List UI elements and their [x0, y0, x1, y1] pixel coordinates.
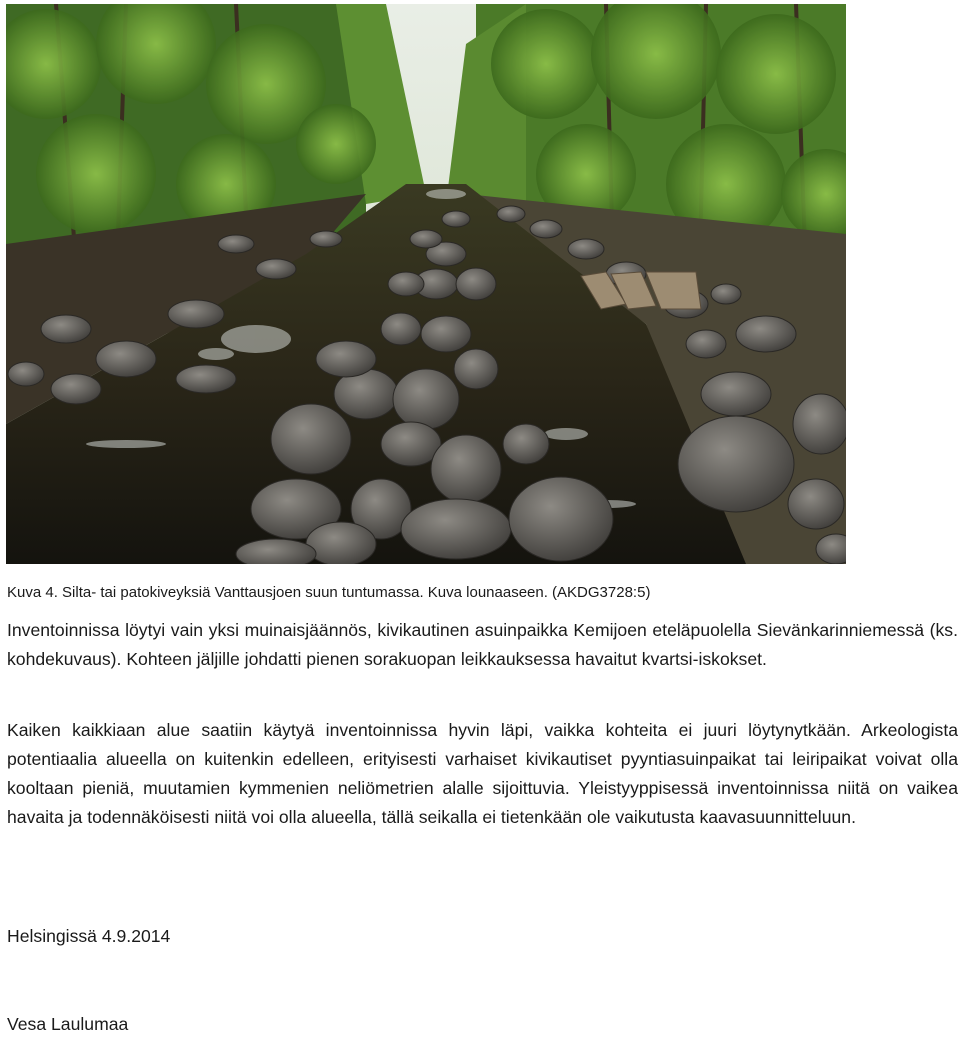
river-photo	[6, 4, 846, 564]
figure-caption: Kuva 4. Silta- tai patokiveyksiä Vanttausjoen suun tuntumassa. Kuva lounaaseen. (AKDG3728:5)	[7, 584, 651, 601]
body-paragraph-2: Kaiken kaikkiaan alue saatiin käytyä inventoinnissa hyvin läpi, vaikka kohteita ei juuri löytynytkään. Arkeologista potentiaalia alueella on kuitenkin edelleen, erityisesti varhaiset kivikautiset pyyntiasuinpaikat tai leiripaikat voivat olla kooltaan pieniä, muutamien kymmenien neliömetrien alalle sijoittuvia. Yleistyyppisessä inventoinnissa niitä on vaikea havaita ja todennäköisesti niitä voi olla alueella, tällä seikalla ei tietenkään ole vaikutusta kaavasuunnitteluun.	[7, 720, 958, 827]
body-paragraph-1: Inventoinnissa löytyi vain yksi muinaisjäännös, kivikautinen asuinpaikka Kemijoen eteläpuolella Sievänkarinniemessä (ks. kohdekuvaus). Kohteen jäljille johdatti pienen sorakuopan leikkauksessa havaitut kvartsi-iskokset.	[7, 620, 958, 669]
signature-name: Vesa Laulumaa	[7, 1014, 129, 1034]
place-and-date: Helsingissä 4.9.2014	[7, 926, 171, 946]
